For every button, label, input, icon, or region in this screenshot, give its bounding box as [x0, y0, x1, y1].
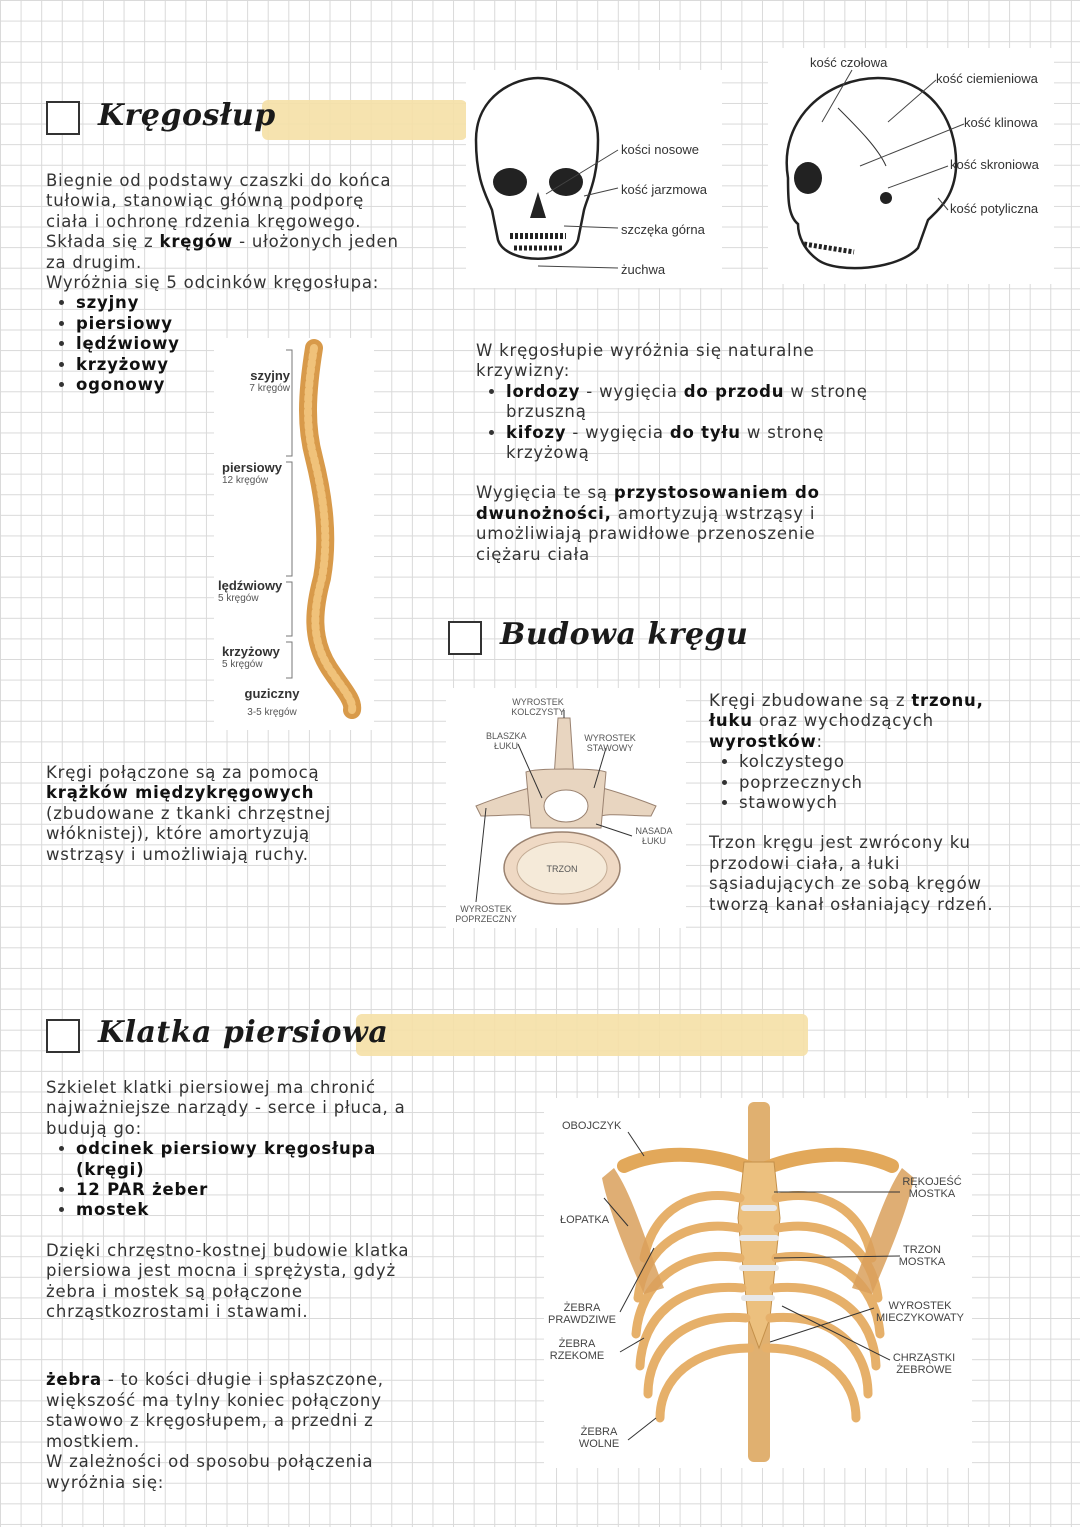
checkbox-klatka[interactable] — [46, 1019, 80, 1053]
list-item: • lordozy - wygięcia do przodu w stronę brzuszną — [506, 382, 876, 423]
skull-front-illustration — [466, 70, 722, 288]
list-item: • lędźwiowy — [76, 334, 406, 354]
vertebra-label-trzon: TRZON — [546, 864, 578, 874]
skull-label: kość ciemieniowa — [936, 71, 1038, 86]
list-item: • poprzecznych — [739, 773, 1019, 793]
vertebra-label-poprzeczny: WYROSTEK POPRZECZNY — [455, 904, 517, 924]
section-title-kregoslup: Kręgosłup — [98, 98, 276, 133]
section-title-budowa: Budowa kręgu — [500, 617, 749, 652]
kregoslup-sklada: Składa się z kręgów - ułożonych jeden za drugim. — [46, 232, 399, 272]
title-highlight — [262, 100, 467, 140]
chrzestno-text: Dzięki chrzęstno-kostnej budowie klatka piersiowa jest mocna i sprężysta, gdyż żebra i mostek są połączone chrząstkozrostami i stawami. — [46, 1240, 410, 1322]
spine-label-ledzwiowy: lędźwiowy 5 kręgów — [218, 578, 283, 604]
krazki-text: Kręgi połączone są za pomocą krążków międzykręgowych (zbudowane z tkanki chrzęstnej włóknistej), które amortyzują wstrząsy i umożliwiają ruchy. — [46, 763, 332, 864]
ribcage-label-lopatka: ŁOPATKA — [560, 1214, 610, 1226]
ribcage-illustration — [544, 1098, 972, 1468]
spine-diagram — [214, 338, 374, 730]
spine-label-piersiowy: piersiowy 12 kręgów — [222, 460, 282, 486]
vertebra-label-nasada: NASADA ŁUKU — [635, 826, 673, 846]
list-item: • szyjny — [76, 293, 406, 313]
skull-label: kości nosowe — [621, 142, 700, 157]
checkbox-budowa[interactable] — [448, 621, 482, 655]
ribcage-label-obojczyk: OBOJCZYK — [562, 1120, 622, 1132]
ribcage-label-trzon: TRZON MOSTKA — [898, 1244, 946, 1268]
klatka-text — [46, 1078, 436, 1493]
list-item: • odcinek piersiowy kręgosłupa (kręgi) — [76, 1139, 436, 1180]
list-item: • 12 PAR żeber — [76, 1180, 436, 1200]
kregoslup-intro: Biegnie od podstawy czaszki do końca tułowia, stanowiąc główną podporę ciała i ochronę rdzenia kręgowego. — [46, 171, 392, 231]
wyrostki-list — [709, 752, 1019, 813]
zebra-text: żebra - to kości długie i spłaszczone, większość ma tylny koniec połączony stawowo z kręgosłupem, a przedni z mostkiem. — [46, 1370, 384, 1451]
list-item: • stawowych — [739, 793, 1019, 813]
krzywizny-list — [476, 382, 876, 464]
section-title-klatka: Klatka piersiowa — [98, 1015, 389, 1050]
checkbox-kregoslup[interactable] — [46, 101, 80, 135]
ribcage-diagram — [544, 1098, 972, 1468]
zaleznosci-text: W zależności od sposobu połączenia wyróżnia się: — [46, 1452, 374, 1492]
budowa-desc: Kręgi zbudowane są z trzonu, łuku oraz wychodzących wyrostków: — [709, 691, 984, 751]
spine-illustration — [214, 338, 374, 730]
skull-label: kość klinowa — [964, 115, 1038, 130]
spine-label-guziczny: guziczny 3-5 kręgów — [244, 686, 300, 718]
klatka-list — [46, 1139, 436, 1221]
krzywizny-intro: W kręgosłupie wyróżnia się naturalne krzywizny: — [476, 341, 815, 381]
skull-label: żuchwa — [621, 262, 666, 277]
skull-label: szczęka górna — [621, 222, 705, 237]
ribcage-label-chrzastki: CHRZĄSTKI ŻEBROWE — [892, 1352, 956, 1376]
vertebra-illustration — [446, 688, 686, 928]
list-item: • krzyżowy — [76, 355, 406, 375]
klatka-intro: Szkielet klatki piersiowej ma chronić najważniejsze narządy - serce i płuca, a budują go: — [46, 1078, 406, 1138]
krzywizny-text — [476, 341, 876, 565]
skull-side-diagram — [768, 48, 1054, 284]
list-item: • kolczystego — [739, 752, 1019, 772]
list-item: • ogonowy — [76, 375, 406, 395]
trzon-text: Trzon kręgu jest zwrócony ku przodowi ciała, a łuki sąsiadujących ze sobą kręgów tworzą kanał osłaniający rdzeń. — [709, 833, 994, 914]
ribcage-label-prawdziwe: ŻEBRA PRAWDZIWE — [547, 1302, 617, 1326]
vertebra-label-stawowy: WYROSTEK STAWOWY — [584, 733, 636, 753]
list-item: • mostek — [76, 1200, 436, 1220]
vertebra-diagram — [446, 688, 686, 928]
spine-label-krzyzowy: krzyżowy 5 kręgów — [222, 644, 280, 670]
vertebra-label-kolczysty: WYROSTEK KOLCZYSTY — [511, 697, 565, 717]
skull-label: kość skroniowa — [950, 157, 1039, 172]
skull-front-diagram — [466, 70, 722, 288]
skull-label: kość jarzmowa — [621, 182, 707, 197]
list-item: • kifozy - wygięcia do tyłu w stronę krzyżową — [506, 423, 876, 464]
wygiecia-text: Wygięcia te są przystosowaniem do dwunożności, amortyzują wstrząsy i umożliwiają prawidłowe przenoszenie ciężaru ciała — [476, 483, 820, 564]
ribcage-label-rekojesc: RĘKOJEŚĆ MOSTKA — [902, 1176, 962, 1200]
title-highlight — [356, 1014, 808, 1056]
spine-label-szyjny: szyjny 7 kręgów — [249, 368, 290, 394]
skull-label: kość potyliczna — [950, 201, 1039, 216]
vertebra-label-blaszka: BLASZKA ŁUKU — [486, 731, 527, 751]
ribcage-label-wolne: ŻEBRA WOLNE — [578, 1426, 620, 1450]
budowa-text — [709, 691, 1019, 915]
ribcage-label-mieczykowaty: WYROSTEK MIECZYKOWATY — [876, 1300, 964, 1324]
skull-label: kość czołowa — [810, 55, 888, 70]
ribcage-label-rzekome: ŻEBRA RZEKOME — [549, 1338, 605, 1362]
odcinki-intro: Wyróżnia się 5 odcinków kręgosłupa: — [46, 273, 380, 293]
list-item: • piersiowy — [76, 314, 406, 334]
